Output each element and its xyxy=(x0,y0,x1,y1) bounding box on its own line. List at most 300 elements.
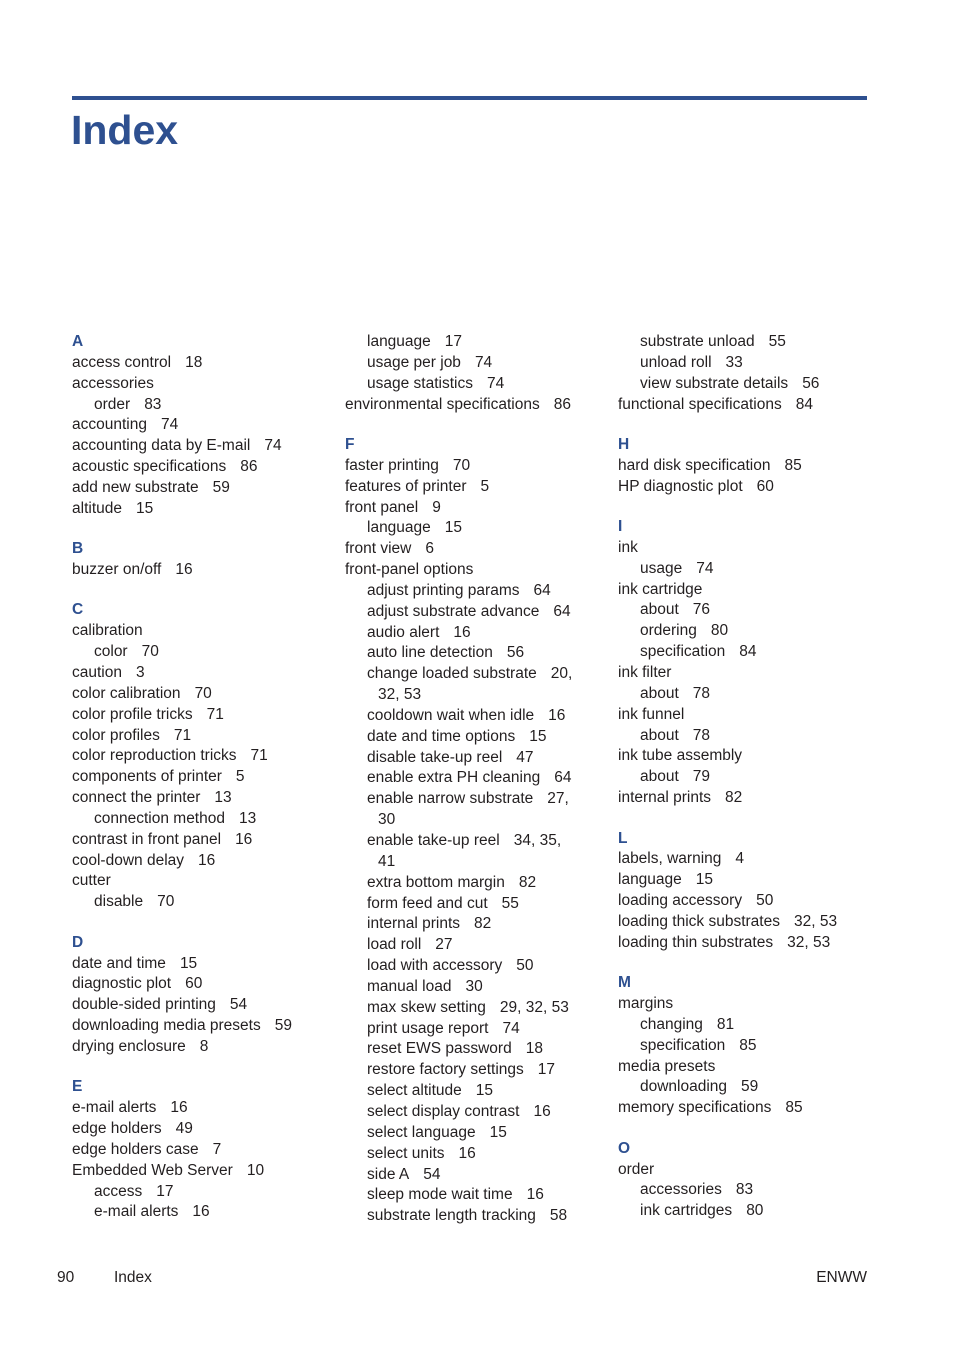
index-entry xyxy=(72,415,334,436)
index-term: language xyxy=(367,519,431,537)
index-letter-heading: C xyxy=(72,601,84,619)
index-letter-heading: E xyxy=(72,1078,83,1096)
index-subentry xyxy=(345,977,607,998)
index-page-ref[interactable]: 70 xyxy=(452,456,471,474)
index-subentry xyxy=(72,642,334,663)
index-term: specification xyxy=(640,643,726,661)
index-letter-heading: H xyxy=(618,435,630,453)
index-term: changing xyxy=(640,1015,703,1033)
index-page-ref[interactable]: 81 xyxy=(716,1015,735,1033)
index-term: usage per job xyxy=(367,353,461,371)
index-term: select altitude xyxy=(367,1082,462,1100)
index-term: e-mail alerts xyxy=(72,1099,157,1117)
index-term: substrate length tracking xyxy=(367,1207,536,1225)
index-entry xyxy=(618,891,880,912)
index-page-ref[interactable]: 86 xyxy=(240,458,258,476)
index-page-ref[interactable]: 16 xyxy=(235,830,253,848)
index-page-ref[interactable]: 58 xyxy=(549,1207,568,1225)
index-subentry xyxy=(618,642,880,663)
index-letter-heading: B xyxy=(72,540,84,558)
index-term: accessories xyxy=(640,1181,722,1199)
index-entry xyxy=(345,498,607,519)
index-letter-heading: D xyxy=(72,933,84,951)
index-entry xyxy=(345,539,607,560)
index-term: hard disk specification xyxy=(618,456,771,474)
index-page-ref[interactable]: 15 xyxy=(529,727,547,745)
index-page-ref[interactable]: 49 xyxy=(175,1120,193,1138)
index-page-ref[interactable]: 16 xyxy=(548,706,566,724)
index-entry xyxy=(618,1160,880,1181)
index-term: downloading xyxy=(640,1078,728,1096)
index-term: order xyxy=(94,395,131,413)
index-subentry xyxy=(72,809,334,830)
index-entry xyxy=(345,477,607,498)
index-page-ref[interactable]: 78 xyxy=(692,684,711,702)
footer-section-title: Index xyxy=(114,1269,152,1286)
index-term: HP diagnostic plot xyxy=(618,477,743,495)
index-subentry xyxy=(345,664,607,685)
index-entry xyxy=(72,1161,334,1182)
index-subentry xyxy=(618,332,880,353)
index-letter-heading: A xyxy=(72,333,84,350)
index-entry xyxy=(72,1140,334,1161)
footer-page-number: 90 xyxy=(57,1269,75,1286)
index-page-ref[interactable]: 56 xyxy=(506,644,525,662)
index-term: about xyxy=(640,684,679,702)
index-term: accounting data by E-mail xyxy=(72,437,251,455)
index-entry xyxy=(72,436,334,457)
index-page-ref[interactable]: 30 xyxy=(465,977,483,995)
index-term: connect the printer xyxy=(72,789,201,807)
index-entry xyxy=(72,746,334,767)
index-subentry xyxy=(345,894,607,915)
index-term: environmental specifications xyxy=(345,395,540,413)
index-page-ref[interactable]: 20, xyxy=(550,665,573,683)
index-letter-heading: O xyxy=(618,1139,631,1157)
index-term: front-panel options xyxy=(345,561,474,579)
index-term: form feed and cut xyxy=(367,894,488,912)
index-subentry xyxy=(618,621,880,642)
index-term: load with accessory xyxy=(367,957,503,975)
index-term: manual load xyxy=(367,977,452,995)
index-entry xyxy=(618,788,880,809)
index-subentry xyxy=(345,727,607,748)
index-term: enable extra PH cleaning xyxy=(367,769,541,787)
index-subentry xyxy=(345,1123,607,1144)
index-subentry xyxy=(618,1015,880,1036)
index-page-ref[interactable]: 17 xyxy=(156,1182,174,1200)
index-page-ref[interactable]: 82 xyxy=(518,873,537,891)
index-page-ref[interactable]: 7 xyxy=(212,1140,222,1158)
index-subentry xyxy=(345,1081,607,1102)
index-term: max skew setting xyxy=(367,998,486,1016)
index-term: enable narrow substrate xyxy=(367,790,534,808)
index-page-ref[interactable]: 78 xyxy=(692,726,711,744)
index-term: ink cartridge xyxy=(618,580,703,598)
index-page-ref[interactable]: 3 xyxy=(135,664,145,681)
index-term: diagnostic plot xyxy=(72,975,172,993)
index-term: adjust printing params xyxy=(367,581,520,599)
index-term: buzzer on/off xyxy=(72,561,162,579)
index-entry xyxy=(618,912,880,933)
index-entry xyxy=(618,456,880,477)
index-entry xyxy=(72,705,334,726)
index-entry xyxy=(618,395,880,416)
index-page-ref[interactable]: 18 xyxy=(525,1040,543,1058)
index-subentry xyxy=(345,1102,607,1123)
index-term: adjust substrate advance xyxy=(367,602,540,620)
index-term: loading thick substrates xyxy=(618,912,780,930)
index-term: ink funnel xyxy=(618,705,685,723)
index-term: order xyxy=(618,1160,655,1178)
header-rule xyxy=(72,96,867,100)
index-page-ref[interactable]: 16 xyxy=(458,1144,476,1162)
index-page-ref[interactable]: 74 xyxy=(696,559,714,577)
index-subentry xyxy=(345,998,607,1019)
index-page-ref[interactable]: 80 xyxy=(710,622,729,640)
index-subentry xyxy=(345,873,607,894)
index-page-ref[interactable]: 86 xyxy=(553,395,571,413)
index-page-ref[interactable]: 4 xyxy=(735,850,745,868)
index-term: caution xyxy=(72,664,122,681)
index-page-ref[interactable]: 85 xyxy=(784,456,802,474)
index-term: edge holders case xyxy=(72,1140,199,1158)
index-entry xyxy=(72,621,334,642)
index-term: double-sided printing xyxy=(72,996,216,1014)
index-entry xyxy=(72,871,334,892)
index-entry xyxy=(72,1016,334,1037)
index-term: faster printing xyxy=(345,456,439,474)
index-term: margins xyxy=(618,995,674,1012)
index-page-ref[interactable]: 6 xyxy=(425,540,434,558)
index-subentry xyxy=(345,602,607,623)
index-term: add new substrate xyxy=(72,478,199,496)
index-subentry xyxy=(618,374,880,395)
index-page-ref[interactable]: 74 xyxy=(486,374,505,392)
index-entry xyxy=(72,1037,334,1058)
index-page-ref[interactable]: 55 xyxy=(768,333,786,350)
index-entry xyxy=(72,1119,334,1140)
index-entry-continuation xyxy=(345,685,607,706)
index-term: front view xyxy=(345,540,412,558)
index-term: sleep mode wait time xyxy=(367,1186,513,1204)
index-subentry xyxy=(618,600,880,621)
index-entry xyxy=(618,933,880,954)
index-page-ref[interactable]: 15 xyxy=(695,871,714,889)
index-page-ref[interactable]: 18 xyxy=(185,353,203,371)
index-term: 32, 53 xyxy=(378,686,422,704)
index-term: specification xyxy=(640,1036,726,1054)
index-term: contrast in front panel xyxy=(72,830,222,848)
index-page-ref[interactable]: 17 xyxy=(537,1061,556,1079)
index-subentry xyxy=(72,1182,334,1203)
index-term: substrate unload xyxy=(640,333,755,350)
index-term: language xyxy=(367,333,431,350)
index-page-ref[interactable]: 64 xyxy=(553,602,571,620)
index-entry xyxy=(72,974,334,995)
index-entry xyxy=(72,995,334,1016)
index-page-ref[interactable]: 71 xyxy=(250,747,268,765)
index-entry-continuation xyxy=(345,852,607,873)
index-term: downloading media presets xyxy=(72,1017,261,1035)
index-subentry xyxy=(345,1019,607,1040)
page-title: Index xyxy=(71,107,179,153)
index-subentry xyxy=(345,623,607,644)
index-letter-heading: L xyxy=(618,829,628,847)
index-entry xyxy=(618,746,880,767)
index-page-ref[interactable]: 47 xyxy=(516,748,534,766)
index-subentry xyxy=(345,956,607,977)
index-page-ref[interactable]: 8 xyxy=(199,1037,209,1055)
index-term: functional specifications xyxy=(618,395,782,413)
index-term: ordering xyxy=(640,622,697,640)
index-page-ref[interactable]: 60 xyxy=(185,975,203,993)
index-subentry xyxy=(345,1144,607,1165)
index-term: Embedded Web Server xyxy=(72,1161,233,1179)
index-page-ref[interactable]: 29, 32, 53 xyxy=(499,998,569,1016)
index-term: e-mail alerts xyxy=(94,1203,179,1221)
index-subentry xyxy=(345,768,607,789)
index-page-ref[interactable]: 15 xyxy=(444,519,463,537)
index-entry xyxy=(618,849,880,870)
index-page-ref[interactable]: 85 xyxy=(785,1099,803,1117)
index-term: audio alert xyxy=(367,623,440,641)
index-subentry xyxy=(618,767,880,788)
index-page-ref[interactable]: 76 xyxy=(692,601,711,619)
index-term: date and time options xyxy=(367,727,516,745)
index-page-ref[interactable]: 83 xyxy=(735,1181,754,1199)
index-page-ref[interactable]: 15 xyxy=(179,954,198,972)
index-letter-heading: M xyxy=(618,974,631,992)
index-term: components of printer xyxy=(72,768,222,786)
index-term: disable take-up reel xyxy=(367,748,503,766)
index-entry xyxy=(618,705,880,726)
index-subentry xyxy=(345,1060,607,1081)
index-term: change loaded substrate xyxy=(367,665,537,683)
index-term: 41 xyxy=(378,852,396,870)
index-term: 30 xyxy=(378,811,396,829)
index-term: color xyxy=(94,643,128,661)
index-term: internal prints xyxy=(367,915,461,933)
index-entry xyxy=(345,560,607,581)
index-subentry xyxy=(345,706,607,727)
index-letter-heading: F xyxy=(345,435,355,453)
index-term: disable xyxy=(94,893,144,911)
index-entry xyxy=(72,1098,334,1119)
index-subentry xyxy=(345,914,607,935)
index-subentry xyxy=(345,1185,607,1206)
index-subentry xyxy=(345,332,607,353)
index-page-ref[interactable]: 16 xyxy=(533,1102,551,1120)
index-subentry xyxy=(345,1206,607,1227)
index-term: load roll xyxy=(367,936,422,954)
index-page-ref[interactable]: 16 xyxy=(175,561,193,579)
index-page-ref[interactable]: 83 xyxy=(144,395,162,413)
index-entry xyxy=(72,851,334,872)
index-page-ref[interactable]: 27 xyxy=(435,936,453,954)
index-page-ref[interactable]: 74 xyxy=(160,416,179,434)
index-subentry xyxy=(618,684,880,705)
index-column-2 xyxy=(345,332,607,1227)
index-page-ref[interactable]: 16 xyxy=(526,1186,544,1204)
index-term: about xyxy=(640,601,679,619)
index-page-ref[interactable]: 74 xyxy=(474,353,493,371)
index-subentry xyxy=(72,892,334,913)
index-term: media presets xyxy=(618,1057,716,1075)
index-term: ink cartridges xyxy=(640,1202,733,1220)
index-page-ref[interactable]: 32, 53 xyxy=(793,912,838,930)
index-subentry xyxy=(345,1039,607,1060)
index-subentry xyxy=(345,374,607,395)
index-page-ref[interactable]: 16 xyxy=(198,851,216,869)
index-page-ref[interactable]: 15 xyxy=(135,499,154,517)
index-page-ref[interactable]: 70 xyxy=(141,643,159,661)
index-column-3 xyxy=(618,332,880,1222)
index-term: internal prints xyxy=(618,789,712,807)
index-entry-continuation xyxy=(345,810,607,831)
index-term: access xyxy=(94,1182,143,1200)
index-entry xyxy=(72,788,334,809)
index-page-ref[interactable]: 54 xyxy=(423,1165,441,1183)
index-term: front panel xyxy=(345,498,419,516)
index-page-ref[interactable]: 64 xyxy=(554,769,572,787)
index-entry xyxy=(72,353,334,374)
index-page-ref[interactable]: 85 xyxy=(739,1036,757,1054)
index-term: loading thin substrates xyxy=(618,933,774,951)
index-entry xyxy=(618,994,880,1015)
index-term: select display contrast xyxy=(367,1102,520,1120)
index-subentry xyxy=(618,726,880,747)
index-page-ref[interactable]: 15 xyxy=(475,1082,494,1100)
index-entry xyxy=(72,478,334,499)
index-subentry xyxy=(345,789,607,810)
index-subentry xyxy=(345,353,607,374)
index-subentry xyxy=(72,1202,334,1223)
index-page-ref[interactable]: 70 xyxy=(194,684,212,702)
index-term: view substrate details xyxy=(640,374,789,392)
index-subentry xyxy=(345,518,607,539)
index-term: calibration xyxy=(72,622,143,640)
index-page-ref[interactable]: 33 xyxy=(725,353,743,371)
index-entry xyxy=(72,663,334,684)
index-term: ink tube assembly xyxy=(618,747,743,765)
index-term: about xyxy=(640,768,679,786)
index-page-ref[interactable]: 59 xyxy=(741,1078,759,1096)
index-term: unload roll xyxy=(640,353,712,371)
index-subentry xyxy=(618,1201,880,1222)
index-page-ref[interactable]: 50 xyxy=(516,957,534,975)
index-page-ref[interactable]: 13 xyxy=(214,789,232,807)
index-term: cooldown wait when idle xyxy=(367,706,535,724)
index-page-ref[interactable]: 70 xyxy=(157,893,175,911)
index-term: reset EWS password xyxy=(367,1040,512,1058)
index-entry xyxy=(72,767,334,788)
index-page-ref[interactable]: 71 xyxy=(206,705,224,723)
footer-document-code: ENWW xyxy=(816,1269,867,1286)
index-entry xyxy=(72,830,334,851)
index-term: accessories xyxy=(72,374,154,392)
index-page-ref[interactable]: 59 xyxy=(212,478,230,496)
index-subentry xyxy=(618,1036,880,1057)
index-page-ref[interactable]: 71 xyxy=(173,726,192,744)
index-term: memory specifications xyxy=(618,1099,772,1117)
index-page-ref[interactable]: 82 xyxy=(474,915,492,933)
index-page-ref[interactable]: 15 xyxy=(489,1123,507,1141)
index-entry xyxy=(72,499,334,520)
index-page-ref[interactable]: 74 xyxy=(502,1019,520,1037)
index-term: about xyxy=(640,726,679,744)
index-page-ref[interactable]: 80 xyxy=(746,1202,764,1220)
index-page-ref[interactable]: 64 xyxy=(533,581,551,599)
index-page-ref[interactable]: 55 xyxy=(501,894,519,912)
index-entry xyxy=(618,538,880,559)
index-term: cutter xyxy=(72,872,111,890)
index-term: acoustic specifications xyxy=(72,458,227,476)
index-page-ref[interactable]: 32, 53 xyxy=(787,933,831,951)
index-page-ref[interactable]: 16 xyxy=(453,623,471,641)
index-page-ref[interactable]: 84 xyxy=(739,643,757,661)
index-page-ref[interactable]: 5 xyxy=(235,768,245,786)
index-term: color calibration xyxy=(72,684,181,702)
index-entry xyxy=(345,395,607,416)
index-term: drying enclosure xyxy=(72,1037,186,1055)
index-page-ref[interactable]: 56 xyxy=(802,374,820,392)
index-page-ref[interactable]: 13 xyxy=(238,809,257,827)
index-term: ink xyxy=(618,538,638,556)
index-term: features of printer xyxy=(345,477,467,495)
index-entry xyxy=(72,726,334,747)
index-subentry xyxy=(618,353,880,374)
index-term: select units xyxy=(367,1144,445,1162)
index-entry xyxy=(618,1098,880,1119)
index-term: loading accessory xyxy=(618,892,743,910)
index-page-ref[interactable]: 34, 35, xyxy=(513,832,562,849)
index-term: usage xyxy=(640,559,683,577)
index-term: enable take-up reel xyxy=(367,832,500,849)
index-term: altitude xyxy=(72,499,122,517)
index-page-ref[interactable]: 16 xyxy=(192,1203,210,1221)
index-page-ref[interactable]: 16 xyxy=(170,1099,188,1117)
index-subentry xyxy=(345,935,607,956)
index-term: side A xyxy=(367,1165,410,1183)
index-term: print usage report xyxy=(367,1019,489,1037)
index-term: cool-down delay xyxy=(72,851,185,869)
index-page-ref[interactable]: 50 xyxy=(756,892,774,910)
index-term: language xyxy=(618,871,682,889)
index-page-ref[interactable]: 74 xyxy=(264,437,282,455)
index-subentry xyxy=(618,1180,880,1201)
index-page-ref[interactable]: 84 xyxy=(795,395,813,413)
index-subentry xyxy=(345,748,607,769)
index-page-ref[interactable]: 5 xyxy=(480,477,490,495)
index-entry xyxy=(618,870,880,891)
index-page-ref[interactable]: 82 xyxy=(725,789,743,807)
index-term: ink filter xyxy=(618,664,672,681)
index-letter-heading: I xyxy=(618,518,623,536)
index-page-ref[interactable]: 59 xyxy=(274,1017,292,1035)
index-page-ref[interactable]: 60 xyxy=(756,477,774,495)
index-term: color profile tricks xyxy=(72,705,193,723)
index-page-ref[interactable]: 10 xyxy=(246,1161,265,1179)
index-term: edge holders xyxy=(72,1120,162,1138)
index-page-ref[interactable]: 54 xyxy=(229,996,248,1014)
index-subentry xyxy=(618,1077,880,1098)
index-page-ref[interactable]: 17 xyxy=(444,333,463,350)
index-page-ref[interactable]: 9 xyxy=(432,498,441,516)
index-entry xyxy=(72,954,334,975)
index-page-ref[interactable]: 79 xyxy=(692,768,711,786)
index-page-ref[interactable]: 27, xyxy=(547,790,569,808)
